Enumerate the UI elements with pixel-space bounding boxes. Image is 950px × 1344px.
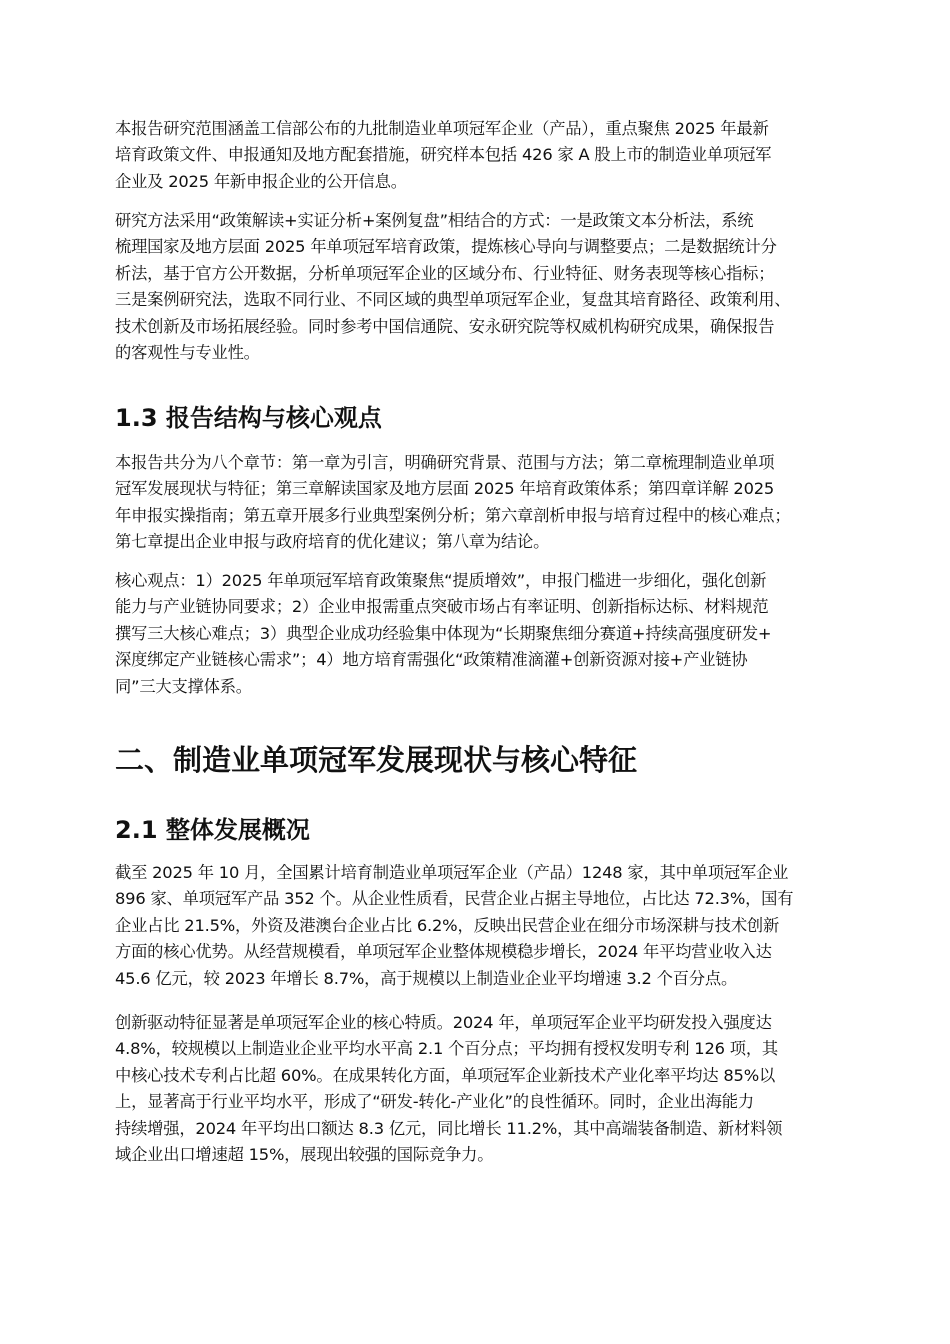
section-heading-1-3: 1.3 报告结构与核心观点 [115,404,382,432]
paragraph-core-views [115,568,840,700]
text-line: 创新驱动特征显著是单项冠军企业的核心特质。2024 年，单项冠军企业平均研发投入强度达 [115,1013,772,1032]
text-line: 研究方法采用“政策解读+实证分析+案例复盘”相结合的方式：一是政策文本分析法，系统 [115,211,754,230]
paragraph-research-scope [115,116,840,195]
paragraph-overall-development [115,860,840,992]
text-line: 企业及 2025 年新申报企业的公开信息。 [115,171,407,191]
text-line: 持续增强，2024 年平均出口额达 8.3 亿元，同比增长 11.2%，其中高端装备制造、新材料领 [115,1118,783,1138]
text-line: 上，显著高于行业平均水平，形成了“研发-转化-产业化”的良性循环。同时，企业出海能力 [115,1092,754,1112]
text-line: 企业占比 21.5%，外资及港澳台企业占比 6.2%，反映出民营企业在细分市场深耕与技术创新 [115,915,780,935]
paragraph-report-structure [115,450,840,556]
text-line: 年申报实操指南；第五章开展多行业典型案例分析；第六章剖析申报与培育过程中的核心难点； [115,505,791,525]
text-line: 三是案例研究法，选取不同行业、不同区域的典型单项冠军企业，复盘其培育路径、政策利用、 [115,290,791,310]
text-line: 本报告研究范围涵盖工信部公布的九批制造业单项冠军企业（产品），重点聚焦 2025 年最新 [115,119,769,138]
text-line: 45.6 亿元，较 2023 年增长 8.7%，高于规模以上制造业企业平均增速 3.2 个百分点。 [115,968,738,988]
text-line: 域企业出口增速超 15%，展现出较强的国际竞争力。 [115,1145,494,1165]
text-line: 培育政策文件、申报通知及地方配套措施，研究样本包括 426 家 A 股上市的制造业单项冠军 [115,145,772,165]
paragraph-research-method [115,208,840,366]
text-line: 第七章提出企业申报与政府培育的优化建议；第八章为结论。 [115,532,550,552]
text-line: 中核心技术专利占比超 60%。在成果转化方面，单项冠军企业新技术产业化率平均达 85%以 [115,1065,776,1085]
paragraph-innovation-features [115,1010,840,1168]
text-line: 的客观性与专业性。 [115,343,260,363]
text-line: 撰写三大核心难点；3）典型企业成功经验集中体现为“长期聚焦细分赛道+持续高强度研发+ [115,623,772,643]
text-line: 方面的核心优势。从经营规模看，单项冠军企业整体规模稳步增长，2024 年平均营业收入达 [115,942,772,962]
text-line: 析法，基于官方公开数据，分析单项冠军企业的区域分布、行业特征、财务表现等核心指标； [115,263,775,283]
text-line: 本报告共分为八个章节：第一章为引言，明确研究背景、范围与方法；第二章梳理制造业单项 [115,453,775,472]
text-line: 核心观点：1）2025 年单项冠军培育政策聚焦“提质增效”，申报门槛进一步细化，强化创新 [115,571,767,590]
text-line: 梳理国家及地方层面 2025 年单项冠军培育政策，提炼核心导向与调整要点；二是数据统计分 [115,237,777,257]
text-line: 深度绑定产业链核心需求”；4）地方培育需强化“政策精准滴灌+创新资源对接+产业链协 [115,650,748,670]
chapter-title: 二、制造业单项冠军发展现状与核心特征 [115,743,638,777]
text-line: 能力与产业链协同要求；2）企业申报需重点突破市场占有率证明、创新指标达标、材料规范 [115,597,769,617]
text-line: 同”三大支撑体系。 [115,676,252,696]
text-line: 技术创新及市场拓展经验。同时参考中国信通院、安永研究院等权威机构研究成果，确保报告 [115,316,775,336]
text-line: 896 家、单项冠军产品 352 个。从企业性质看，民营企业占据主导地位，占比达 72.3%，国有 [115,889,794,909]
text-line: 冠军发展现状与特征；第三章解读国家及地方层面 2025 年培育政策体系；第四章详解 2025 [115,479,775,499]
text-line: 截至 2025 年 10 月，全国累计培育制造业单项冠军企业（产品）1248 家，其中单项冠军企业 [115,863,789,882]
text-line: 4.8%，较规模以上制造业企业平均水平高 2.1 个百分点；平均拥有授权发明专利 126 项，其 [115,1039,778,1059]
section-heading-2-1: 2.1 整体发展概况 [115,816,310,844]
